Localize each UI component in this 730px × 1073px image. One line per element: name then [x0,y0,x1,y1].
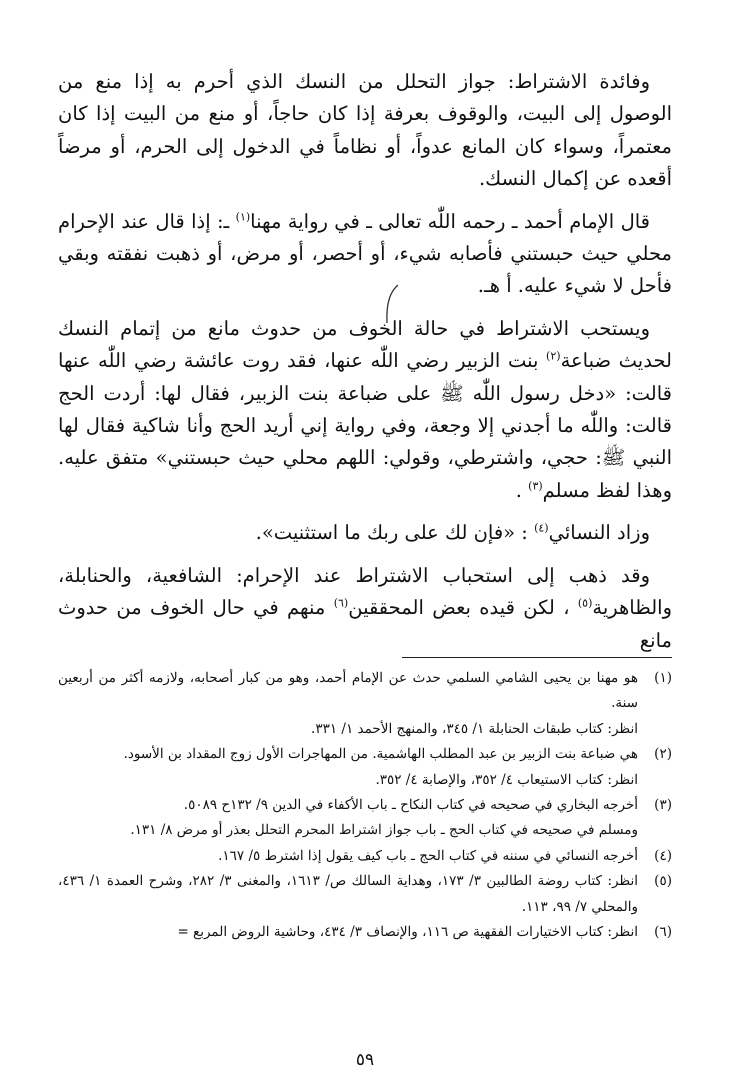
pen-mark [382,283,402,325]
paragraph-2 [58,206,672,303]
footnote-text: أخرجه البخاري في صحيحه في كتاب النكاح ـ باب الأكفاء في الدين ٩/ ١٣٢ح ٥٠٨٩. [183,797,638,814]
footnote-ref[interactable]: (١) [235,210,251,224]
footnote-ref[interactable]: (٤) [534,521,549,535]
footnote-text: هو مهنا بن يحيى الشامي السلمي حدث عن الإمام أحمد، وهو من كبار أصحابه، ولازمه أكثر من أربعين سنة. [58,670,638,712]
paragraph-4 [58,517,672,549]
paragraph-text: ويستحب الاشتراط في حالة الخوف من حدوث مانع من إتمام النسك لحديث ضباعة [58,316,672,373]
footnote-number: (٢) [654,746,672,763]
footnote-number: (٣) [654,797,672,814]
footnote-text: هي ضباعة بنت الزبير بن عبد المطلب الهاشمية. من المهاجرات الأول زوج المقداد بن الأسود. [123,746,638,763]
footnote-number: (٤) [654,847,672,864]
paragraph-text: وقد ذهب إلى استحباب الاشتراط عند الإحرام: الشافعية، والحنابلة، والظاهرية [58,563,673,620]
paragraph-text: بنت الزبير رضي اللّٰه عنها، فقد روت عائشة رضي اللّٰه عنها قالت: «دخل رسول اللّٰه ﷺ على ضباعة بنت الزبير، فقال لها: أردت الحج قالت: واللّٰه ما أجدني إلا وجعة، وفي رواية إني أريد الحج وأنا شاكية فقال لها النبي ﷺ: حجي، واشترطي، وقولي: اللهم محلي حيث حبستني» متفق عليه. وهذا لفظ مسلم [58,349,672,502]
footnote-text: انظر: كتاب روضة الطالبين ٣/ ١٧٣، وهداية السالك ص/ ١٦١٣، والمغنى ٣/ ٢٨٢، وشرح العمدة ١/ ٤٣٦، والمحلي ٧/ ٩٩، ١١٣. [58,873,639,915]
paragraph-text: ، لكن قيده بعض المحققين [348,596,578,620]
footnote-divider [402,657,672,658]
footnotes [58,666,672,945]
paragraph-text: وفائدة الاشتراط: جواز التحلل من النسك الذي أحرم به إذا منع من الوصول إلى البيت، والوقوف بعرفة إذا كان حاجاً، أو منع من البيت إذا كان معتمراً، وسواء كان المانع عدواً، أو نظاماً في الدخول إلى الحرم، أو مرضاً أقعده عن إكمال النسك. [58,70,672,191]
footnote-1 [58,666,672,717]
footnote-source: ومسلم في صحيحه في كتاب الحج ـ باب جواز اشتراط المحرم التحلل بعذر أو مرض ٨/ ١٣١. [130,822,638,839]
main-text [58,66,672,657]
footnote-6 [58,920,672,945]
footnote-3 [58,793,672,818]
footnote-2 [58,742,672,767]
footnote-4 [58,844,672,869]
footnote-ref[interactable]: (٦) [333,596,349,610]
footnote-5 [58,869,672,920]
page-number: ٥٩ [355,1050,375,1070]
footnote-ref[interactable]: (٥) [577,596,593,610]
paragraph-text: . [515,478,529,502]
footnote-number: (٦) [654,924,672,941]
footnote-text: أخرجه النسائي في سننه في كتاب الحج ـ باب كيف يقول إذا اشترط ٥/ ١٦٧. [218,847,638,864]
paragraph-text: منهم في حال الخوف من حدوث مانع [58,596,672,652]
footnote-ref[interactable]: (٢) [546,349,561,363]
footnote-ref[interactable]: (٣) [528,479,543,493]
paragraph-text: وزاد النسائي [548,521,650,545]
paragraph-5 [58,560,672,657]
footnote-text: انظر: كتاب الاختيارات الفقهية ص ١١٦، والإنصاف ٣/ ٤٣٤، وحاشية الروض المربع = [177,924,638,941]
footnote-number: (١) [654,670,672,686]
footnote-source: انظر: كتاب الاستيعاب ٤/ ٣٥٢، والإصابة ٤/ ٣٥٢. [375,771,638,788]
footnote-source: انظر: كتاب طبقات الحنابلة ١/ ٣٤٥، والمنهج الأحمد ١/ ٣٣١. [311,720,638,737]
paragraph-text: : «فإن لك على ربك ما استثنيت». [255,521,535,545]
page [58,66,672,1073]
paragraph-text: قال الإمام أحمد ـ رحمه اللّٰه تعالى ـ في رواية مهنا [250,209,650,233]
paragraph-3 [58,313,672,507]
footnote-number: (٥) [654,873,672,890]
paragraph-1 [58,66,672,196]
paragraph-text: ـ: إذا قال عند الإحرام محلي حيث حبستني فأصابه شيء، أو أحصر، أو مرض، أو ذهبت نفقته وبقي فأحل لا شيء عليه. أ هـ. [58,209,672,298]
